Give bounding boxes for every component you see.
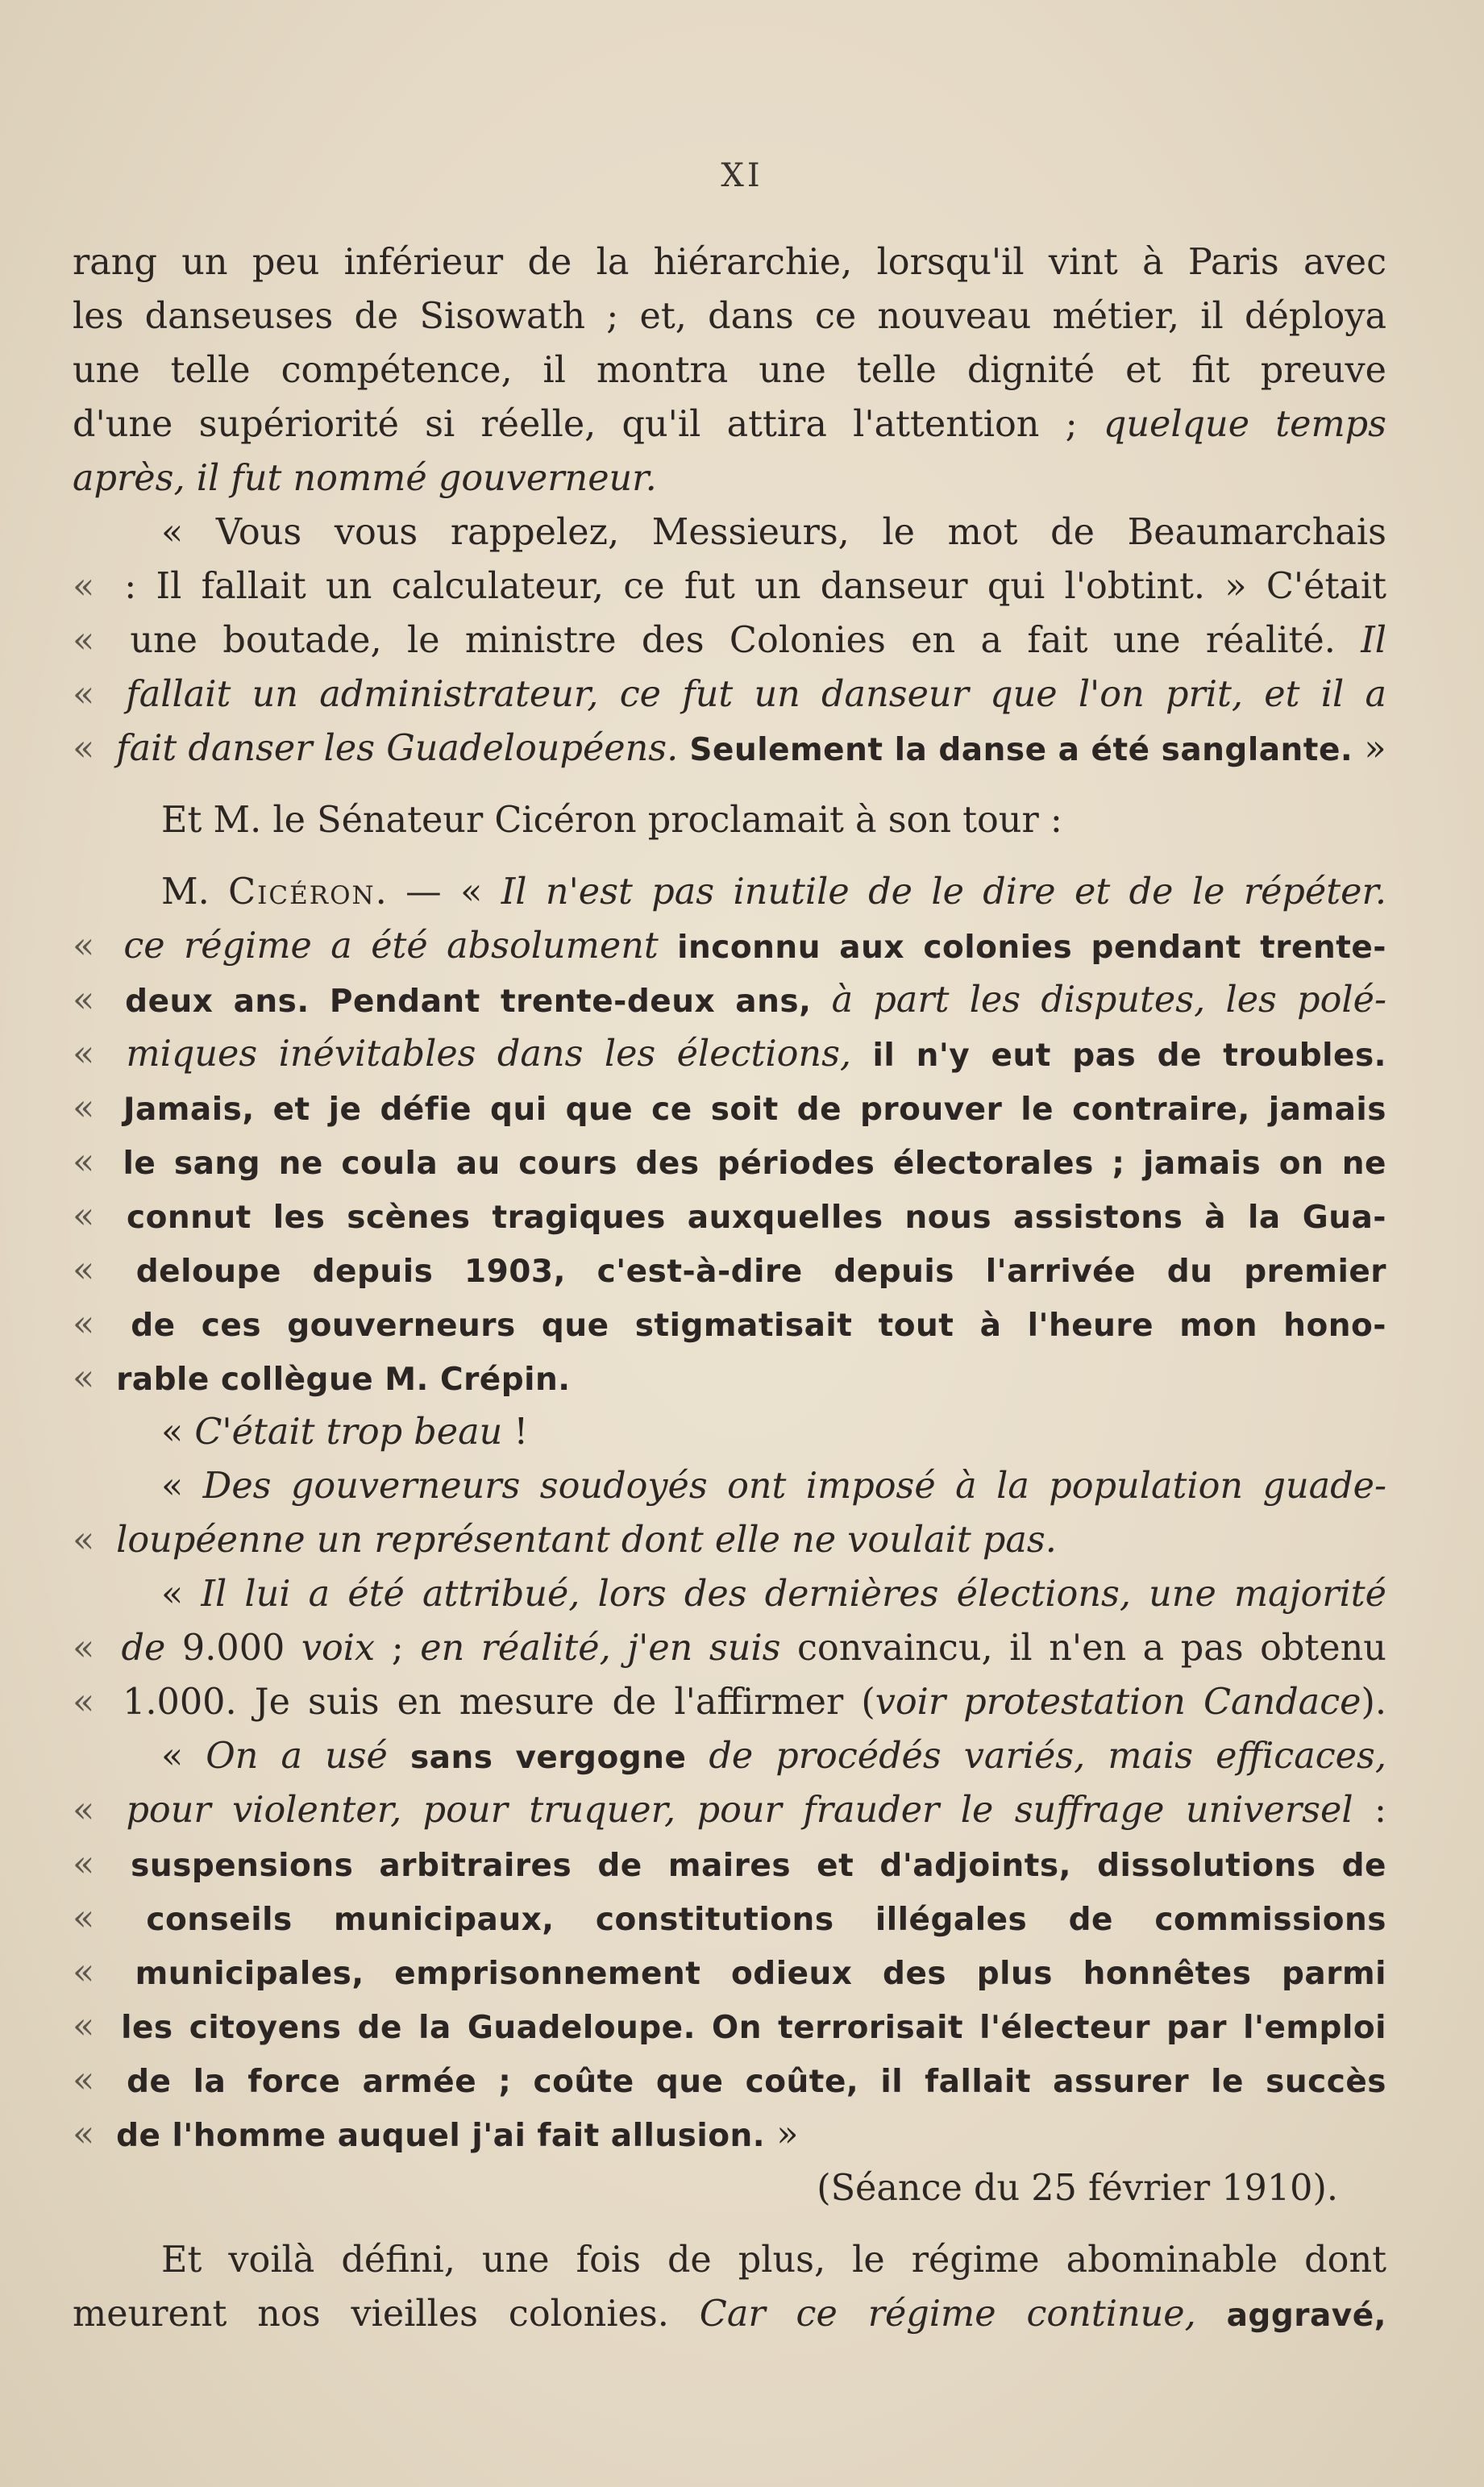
text-line xyxy=(73,1945,1386,1999)
text-run: C'était trop beau xyxy=(194,1412,503,1453)
text-run: Il xyxy=(1361,620,1386,661)
quote-mark: « xyxy=(73,1033,95,1075)
text-line xyxy=(73,505,1386,559)
text-run: inconnu aux colonies pendant trente- xyxy=(677,930,1386,966)
text-line xyxy=(73,613,1386,667)
text-run: conseils municipaux, constitutions illégales de commissions xyxy=(105,1902,1386,1938)
text-run: « xyxy=(161,1574,202,1615)
quote-mark: « xyxy=(73,566,95,607)
text-run: de la force armée ; coûte que coûte, il fallait assurer le succès xyxy=(105,2064,1386,2100)
text-line xyxy=(73,1405,1386,1459)
text-line xyxy=(73,1027,1386,1081)
text-run: Des gouverneurs soudoyés ont imposé à la population guade- xyxy=(202,1466,1386,1507)
text-line xyxy=(73,919,1386,973)
quote-mark: « xyxy=(73,1088,95,1129)
text-run: Jamais, et je défie qui que ce soit de prouver le contraire, jamais xyxy=(105,1092,1386,1128)
text-run: 1.000. Je suis en mesure de l'affirmer ( xyxy=(105,1682,875,1723)
text-run: Il lui a été attribué, lors des dernières élections, une majorité xyxy=(201,1574,1386,1615)
text-run: une boutade, le ministre des Colonies en a fait une réalité. xyxy=(105,620,1361,661)
text-run: (Séance du 25 février 1910). xyxy=(817,2168,1338,2209)
text-run: suspensions arbitraires de maires et d'adjoints, dissolutions de xyxy=(105,1848,1386,1884)
text-run: convaincu, il n'en a pas obtenu xyxy=(780,1628,1386,1669)
quote-mark: « xyxy=(73,1250,95,1291)
text-line xyxy=(73,1999,1386,2053)
quote-mark: « xyxy=(73,1790,95,1831)
text-line xyxy=(73,397,1386,451)
text-run: fallait un administrateur, ce fut un danseur que l'on prit, et il a xyxy=(105,674,1386,715)
text-run: On a usé xyxy=(206,1736,410,1777)
text-line xyxy=(73,1891,1386,1945)
text-run: loupéenne un représentant dont elle ne voulait pas. xyxy=(105,1520,1057,1561)
text-run: ). xyxy=(1361,1682,1386,1723)
text-line xyxy=(73,235,1386,289)
text-run: » xyxy=(765,2114,799,2155)
text-run: : xyxy=(1353,1790,1387,1831)
text-line xyxy=(73,559,1386,613)
page-number: XI xyxy=(721,157,763,194)
text-run: « xyxy=(161,1412,195,1453)
text-line xyxy=(73,1675,1386,1729)
text-run: voir protestation Candace xyxy=(875,1682,1361,1723)
text-line xyxy=(73,1729,1386,1783)
text-run: deloupe depuis 1903, c'est-à-dire depuis l'arrivée du premier xyxy=(105,1254,1386,1290)
quote-mark: « xyxy=(73,1682,95,1723)
text-line xyxy=(73,343,1386,397)
text-run: ! xyxy=(502,1412,529,1453)
quote-mark: « xyxy=(73,1358,95,1399)
text-line xyxy=(73,1297,1386,1351)
quote-mark: « xyxy=(73,979,95,1021)
text-run: municipales, emprisonnement odieux des plus honnêtes parmi xyxy=(105,1956,1386,1992)
text-line xyxy=(73,2233,1386,2287)
quote-mark: « xyxy=(73,1628,95,1669)
text-run: à part les disputes, les polé- xyxy=(831,979,1386,1021)
text-run: » xyxy=(1353,728,1386,769)
text-run: voix xyxy=(301,1628,376,1669)
text-run: fait danser les Guadeloupéens. xyxy=(105,728,690,769)
text-run: de l'homme auquel j'ai fait allusion. xyxy=(105,2118,766,2154)
body-text xyxy=(73,235,1386,2341)
text-run: Cicéron xyxy=(228,871,376,913)
text-line xyxy=(73,2161,1386,2215)
text-line xyxy=(73,1513,1386,1567)
text-line xyxy=(73,2287,1386,2341)
text-run: de procédés variés, mais efficaces, xyxy=(709,1736,1386,1777)
text-run: connut les scènes tragiques auxquelles nous assistons à la Gua- xyxy=(105,1200,1386,1236)
text-run: « Vous vous rappelez, Messieurs, le mot de Beaumarchais xyxy=(161,512,1386,553)
text-run: de ces gouverneurs que stigmatisait tout à l'heure mon hono- xyxy=(105,1308,1386,1344)
text-run: après, il fut nommé gouverneur. xyxy=(73,458,657,499)
text-run: Et M. le Sénateur Cicéron proclamait à son tour : xyxy=(161,800,1062,841)
text-line xyxy=(73,865,1386,919)
text-run: sans vergogne xyxy=(409,1740,709,1776)
quote-mark: « xyxy=(73,1952,95,1993)
quote-mark: « xyxy=(73,1142,95,1183)
quote-mark: « xyxy=(73,2114,95,2155)
quote-mark: « xyxy=(73,674,95,715)
text-run: en réalité, j'en suis xyxy=(420,1628,781,1669)
quote-mark: « xyxy=(73,1844,95,1885)
text-run: d'une supériorité si réelle, qu'il attira l'attention ; xyxy=(73,404,1104,445)
text-run: . — « xyxy=(375,871,501,913)
text-run: Il n'est pas inutile de le dire et de le répéter. xyxy=(501,871,1386,913)
quote-mark: « xyxy=(73,1898,95,1939)
quote-mark: « xyxy=(73,2006,95,2047)
text-line xyxy=(73,1837,1386,1891)
text-run: le sang ne coula au cours des périodes électorales ; jamais on ne xyxy=(105,1146,1386,1182)
text-run: rable collègue M. Crépin. xyxy=(105,1362,571,1398)
quote-mark: « xyxy=(73,728,95,769)
text-line xyxy=(73,1243,1386,1297)
quote-mark: « xyxy=(73,925,95,967)
text-run: aggravé, xyxy=(1195,2298,1386,2334)
text-run: M. xyxy=(161,871,229,913)
text-line xyxy=(73,451,1386,505)
text-run: Car ce régime continue, xyxy=(699,2294,1196,2335)
text-line xyxy=(73,1135,1386,1189)
text-line xyxy=(73,793,1386,847)
text-line xyxy=(73,1081,1386,1135)
text-run: deux ans. Pendant trente-deux ans, xyxy=(105,984,832,1020)
text-line xyxy=(73,1783,1386,1837)
text-run: Et voilà défini, une fois de plus, le régime abominable dont xyxy=(161,2240,1386,2281)
text-line xyxy=(73,1567,1386,1621)
text-run: 9.000 xyxy=(181,1628,301,1669)
text-run: « xyxy=(161,1736,206,1777)
text-run: rang un peu inférieur de la hiérarchie, lorsqu'il vint à Paris avec xyxy=(73,242,1386,283)
text-run: de xyxy=(105,1628,182,1669)
text-run: ce régime a été absolument xyxy=(105,925,678,967)
quote-mark: « xyxy=(73,1196,95,1237)
text-run: : Il fallait un calculateur, ce fut un danseur qui l'obtint. » C'était xyxy=(105,566,1386,607)
text-run: pour violenter, pour truquer, pour frauder le suffrage universel xyxy=(105,1790,1353,1831)
text-line xyxy=(73,2107,1386,2161)
text-run: il n'y eut pas de troubles. xyxy=(872,1038,1387,1074)
text-run: quelque temps xyxy=(1103,404,1386,445)
quote-mark: « xyxy=(73,620,95,661)
text-run: meurent nos vieilles colonies. xyxy=(73,2294,700,2335)
text-line xyxy=(73,722,1386,776)
text-line xyxy=(73,1189,1386,1243)
text-run: ; xyxy=(375,1628,421,1669)
text-line xyxy=(73,1459,1386,1513)
text-run: les citoyens de la Guadeloupe. On terrorisait l'électeur par l'emploi xyxy=(105,2010,1386,2046)
text-run: Seulement la danse a été sanglante. xyxy=(689,732,1353,768)
text-run: miques inévitables dans les élections, xyxy=(105,1033,873,1075)
text-line xyxy=(73,289,1386,343)
quote-mark: « xyxy=(73,1304,95,1345)
text-line xyxy=(73,1621,1386,1675)
text-line xyxy=(73,973,1386,1027)
text-run: les danseuses de Sisowath ; et, dans ce nouveau métier, il déploya xyxy=(73,296,1386,337)
quote-mark: « xyxy=(73,1520,95,1561)
text-line xyxy=(73,667,1386,722)
text-run: une telle compétence, il montra une telle dignité et fit preuve xyxy=(73,350,1386,391)
text-line xyxy=(73,1351,1386,1405)
text-line xyxy=(73,2053,1386,2107)
quote-mark: « xyxy=(73,2060,95,2101)
text-run: « xyxy=(161,1466,203,1507)
